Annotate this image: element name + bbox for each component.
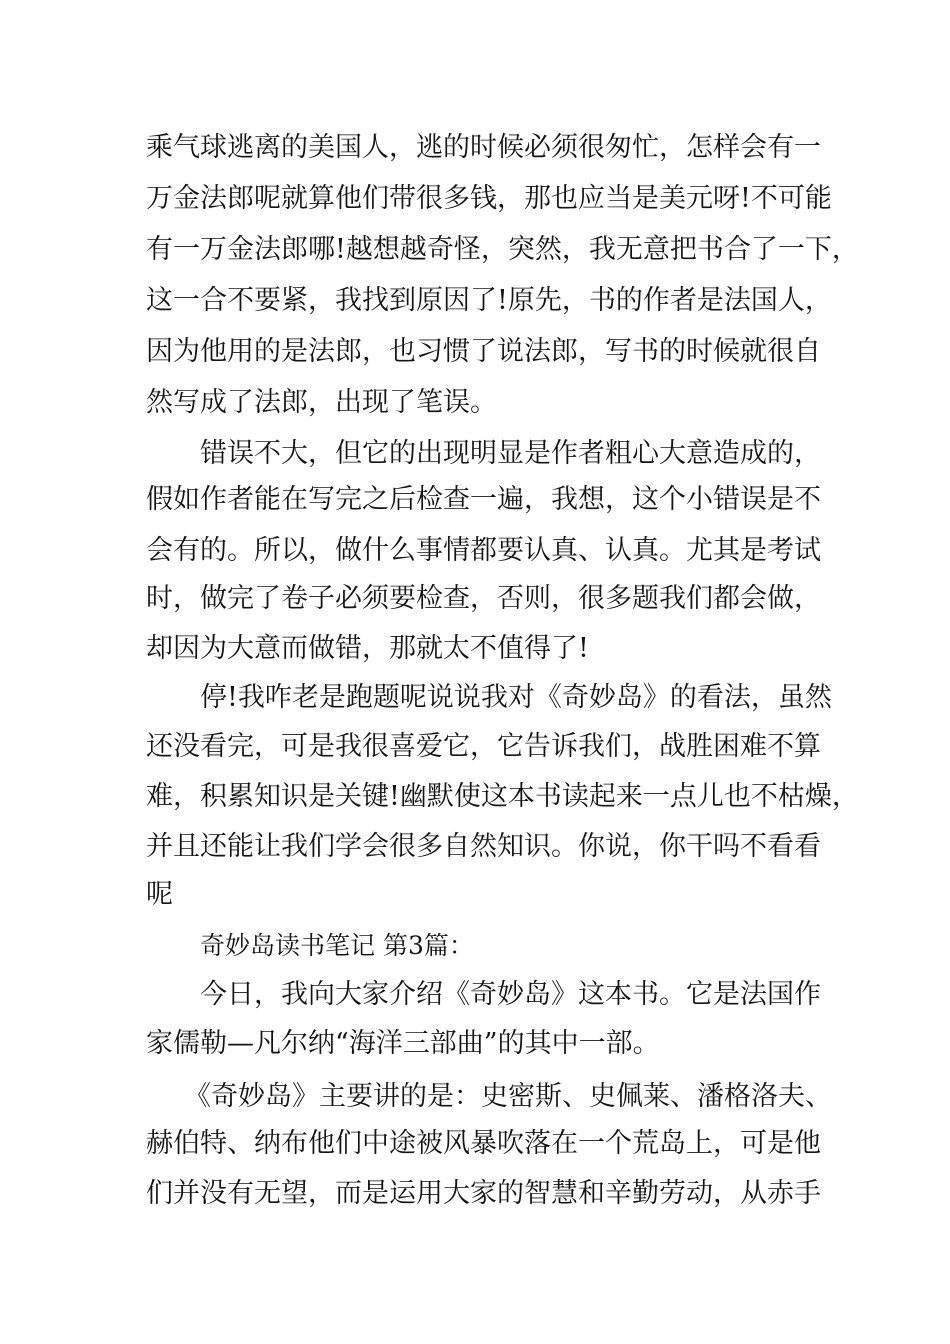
text-line: 难，积累知识是关键!幽默使这本书读起来一点儿也不枯燥， [146, 781, 859, 812]
text-line: 却因为大意而做错，那就太不值得了! [146, 633, 589, 664]
text-line: 会有的。所以，做什么事情都要认真、认真。尤其是考试 [146, 535, 821, 566]
text-line: 乘气球逃离的美国人，逃的时候必须很匆忙，怎样会有一 [146, 132, 821, 163]
text-line: 因为他用的是法郎，也习惯了说法郎，写书的时候就很自 [146, 336, 821, 367]
text-line: 错误不大，但它的出现明显是作者粗心大意造成的， [200, 438, 821, 469]
section-heading: 奇妙岛读书笔记 第3篇： [200, 931, 474, 960]
text-line: 假如作者能在写完之后检查一遍，我想，这个小错误是不 [146, 484, 821, 515]
text-line: 呢 [146, 879, 173, 910]
text-line: 有一万金法郎哪!越想越奇怪，突然，我无意把书合了一下， [146, 234, 859, 265]
text-line: 今日，我向大家介绍《奇妙岛》这本书。它是法国作 [200, 979, 821, 1010]
text-line: 赫伯特、纳布他们中途被风暴吹落在一个荒岛上，可是他 [146, 1128, 821, 1159]
text-line: 《奇妙岛》主要讲的是：史密斯、史佩莱、潘格洛夫、 [184, 1081, 832, 1112]
text-line: 家儒勒—凡尔纳“海洋三部曲”的其中一部。 [146, 1028, 660, 1059]
text-line: 并且还能让我们学会很多自然知识。你说，你干吗不看看 [146, 831, 821, 862]
text-line: 时，做完了卷子必须要检查，否则，很多题我们都会做， [146, 583, 821, 614]
text-line: 这一合不要紧，我找到原因了!原先，书的作者是法国人， [146, 285, 832, 316]
text-line: 还没看完，可是我很喜爱它，它告诉我们，战胜困难不算 [146, 731, 821, 762]
text-line: 然写成了法郎，出现了笔误。 [146, 387, 497, 418]
text-line: 万金法郎呢就算他们带很多钱，那也应当是美元呀!不可能 [146, 183, 832, 214]
text-line: 们并没有无望，而是运用大家的智慧和辛勤劳动，从赤手 [146, 1178, 821, 1209]
text-line: 停!我咋老是跑题呢说说我对《奇妙岛》的看法，虽然 [200, 682, 832, 713]
